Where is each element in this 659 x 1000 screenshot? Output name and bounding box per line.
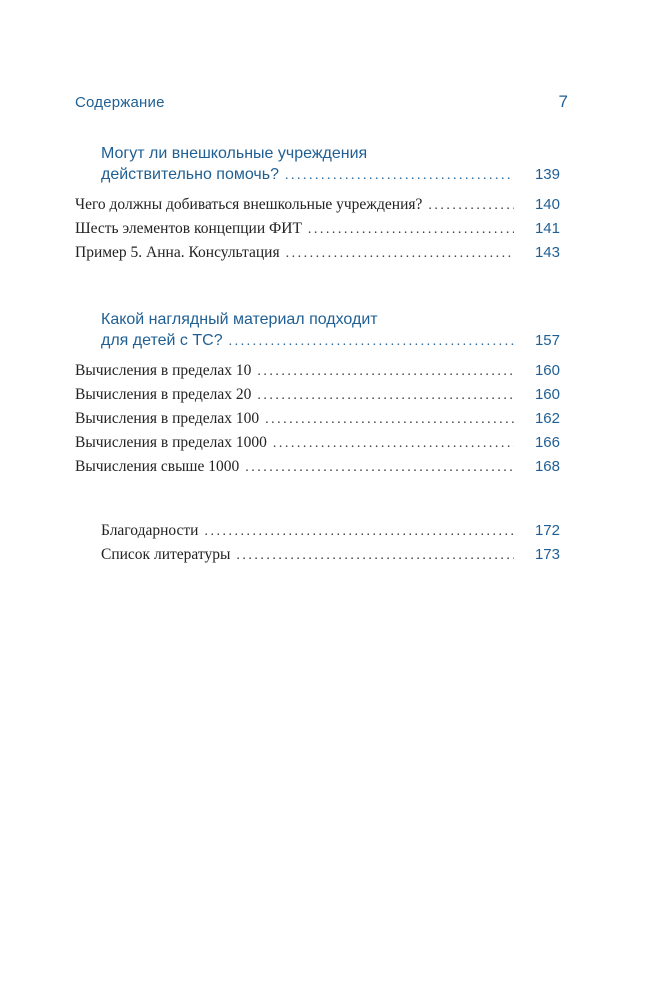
section-heading-line2: действительно помочь? (101, 166, 279, 183)
section-heading-page: 157 (534, 332, 560, 349)
toc-entry-label: Благодарности (101, 522, 199, 539)
dot-leader (308, 222, 514, 238)
toc-entry[interactable] (75, 410, 560, 434)
dot-leader (257, 388, 514, 404)
toc-entry[interactable] (75, 386, 560, 410)
toc-entry-page: 160 (534, 386, 560, 403)
dot-leader (245, 460, 514, 476)
toc-entry[interactable] (75, 362, 560, 386)
toc-entry[interactable] (75, 546, 560, 570)
toc-entry[interactable] (75, 196, 560, 220)
toc-entry-label: Шесть элементов концепции ФИТ (75, 220, 302, 237)
toc-entry[interactable] (75, 220, 560, 244)
dot-leader (286, 246, 514, 262)
toc-entry-page: 172 (534, 522, 560, 539)
toc-entry-label: Вычисления в пределах 20 (75, 386, 252, 403)
section-heading-row[interactable] (75, 332, 560, 356)
toc-section-1 (75, 142, 560, 268)
toc-entry-page: 168 (534, 458, 560, 475)
toc-entry[interactable] (75, 522, 560, 546)
toc-section-2 (75, 308, 560, 482)
section-heading-line1: Могут ли внешкольные учреждения (101, 145, 368, 162)
section-heading-line1: Какой наглядный материал подходит (101, 311, 378, 328)
toc-section-3 (75, 522, 560, 570)
toc-entry-page: 173 (534, 546, 560, 563)
toc-entry-label: Вычисления в пределах 10 (75, 362, 252, 379)
dot-leader (285, 168, 514, 184)
dot-leader (273, 436, 514, 452)
section-heading-row[interactable] (75, 166, 560, 190)
toc-entry-label: Список литературы (101, 546, 231, 563)
running-head (75, 92, 568, 114)
table-of-contents (75, 142, 560, 570)
dot-leader (257, 364, 514, 380)
toc-entry-label: Чего должны добиваться внешкольные учреждения? (75, 196, 423, 213)
toc-entry-label: Пример 5. Анна. Консультация (75, 244, 280, 261)
toc-entry[interactable] (75, 458, 560, 482)
toc-entry-page: 140 (534, 196, 560, 213)
toc-entry-label: Вычисления в пределах 100 (75, 410, 260, 427)
dot-leader (265, 412, 514, 428)
toc-entry[interactable] (75, 244, 560, 268)
section-heading-line2: для детей с ТС? (101, 332, 223, 349)
toc-entry-page: 166 (534, 434, 560, 451)
toc-entry-label: Вычисления в пределах 1000 (75, 434, 267, 451)
toc-entry-page: 143 (534, 244, 560, 261)
running-title: Содержание (75, 94, 165, 111)
section-heading-page: 139 (534, 166, 560, 183)
toc-entry-page: 141 (534, 220, 560, 237)
toc-entry[interactable] (75, 434, 560, 458)
dot-leader (229, 334, 514, 350)
dot-leader (428, 198, 514, 214)
page-number: 7 (558, 92, 568, 111)
toc-entry-page: 162 (534, 410, 560, 427)
dot-leader (204, 524, 514, 540)
toc-entry-page: 160 (534, 362, 560, 379)
toc-entry-label: Вычисления свыше 1000 (75, 458, 240, 475)
dot-leader (236, 548, 514, 564)
